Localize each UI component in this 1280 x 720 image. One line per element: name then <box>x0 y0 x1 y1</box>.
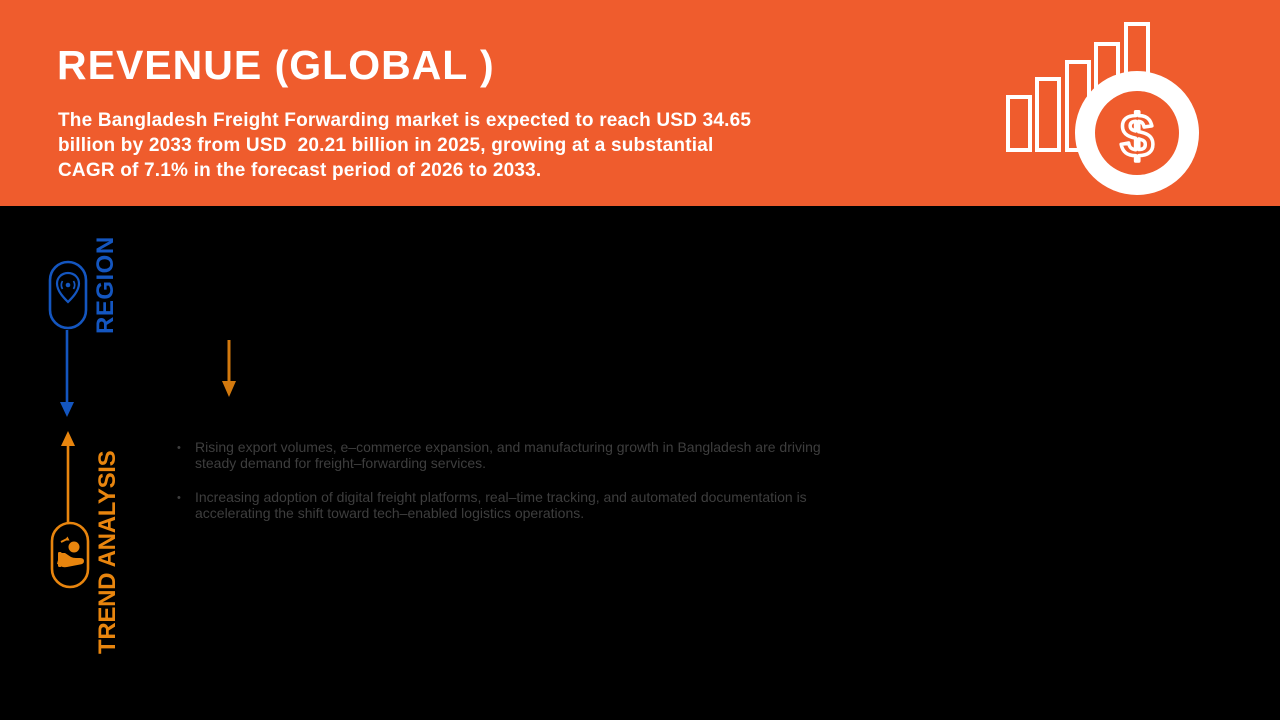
dollar-sign-icon <box>1095 91 1179 175</box>
market-summary <box>58 108 751 183</box>
region-arrow-down-icon <box>59 330 75 418</box>
pointer-arrow-down-icon <box>220 340 238 398</box>
page-title: REVENUE (GLOBAL ) <box>57 42 495 88</box>
bullet-marker: • <box>177 442 181 454</box>
bullet-text: Rising export volumes, e–commerce expansion, and manufacturing growth in Bangladesh are driving steady demand for freight–forwarding services. <box>195 439 821 471</box>
summary-line-1: The Bangladesh Freight Forwarding market is expected to reach USD 34.65 <box>58 110 752 131</box>
trend-bullet-list <box>177 440 821 540</box>
svg-text:$: $ <box>1120 102 1154 170</box>
section-label-trend-analysis: TREND ANALYSIS <box>94 450 121 654</box>
section-label-region: REGION <box>92 236 119 334</box>
bullet-text: Increasing adoption of digital freight platforms, real–time tracking, and automated documentation is accelerating the shift toward tech–enabled logistics operations. <box>195 489 807 521</box>
summary-line-3: CAGR of 7.1% in the forecast period of 2026 to 2033. <box>58 160 542 181</box>
list-item <box>177 490 821 521</box>
list-item <box>177 440 821 471</box>
header-band <box>0 0 1280 206</box>
dollar-coin-icon <box>1075 71 1199 195</box>
hand-coin-icon <box>50 521 90 589</box>
bullet-marker: • <box>177 492 181 504</box>
summary-line-2: billion by 2033 from USD 20.21 billion in 2025, growing at a substantial <box>58 135 714 156</box>
trend-arrow-up-icon <box>60 430 76 523</box>
location-pin-icon <box>48 260 88 330</box>
